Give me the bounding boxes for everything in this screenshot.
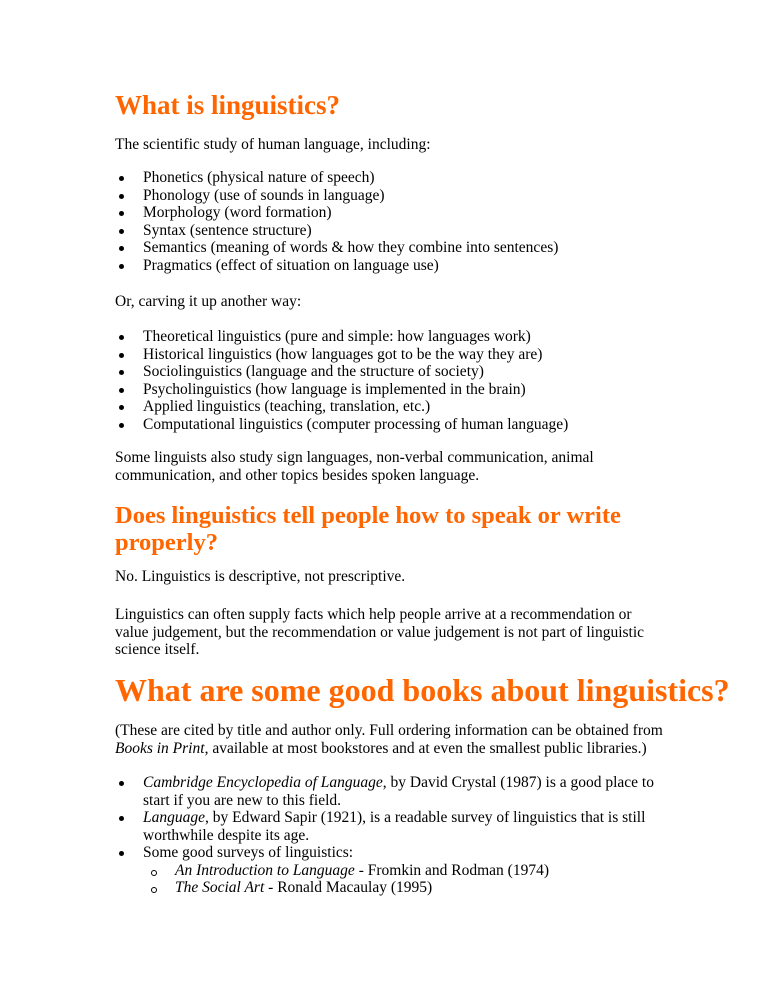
book-item [115, 774, 675, 809]
list-item: Syntax (sentence structure) [115, 222, 675, 240]
list-item: Theoretical linguistics (pure and simple: how languages work) [115, 328, 675, 346]
survey-item [115, 862, 675, 880]
book-details: , by Edward Sapir (1921), is a readable survey of linguistics that is still worthwhile despite its age. [143, 809, 646, 844]
book-title: Cambridge Encyclopedia of Language [143, 774, 383, 791]
list-item: Pragmatics (effect of situation on language use) [115, 257, 675, 275]
value-judgement-paragraph: Linguistics can often supply facts which help people arrive at a recommendation or value judgement, but the recommendation or value judgement is not part of linguistic science itself. [115, 606, 645, 658]
subfields-list [115, 169, 675, 274]
intro-paragraph: The scientific study of human language, including: [115, 136, 431, 153]
closing-paragraph: Some linguists also study sign languages, non-verbal communication, animal communication, and other topics besides spoken language. [115, 449, 594, 484]
survey-item [115, 879, 675, 897]
heading-what-is-linguistics: What is linguistics? [115, 90, 341, 120]
books-intro-paragraph [115, 722, 675, 757]
intro2-paragraph: Or, carving it up another way: [115, 293, 302, 310]
list-item: Computational linguistics (computer processing of human language) [115, 416, 675, 434]
book-item [115, 809, 675, 844]
list-item: Psycholinguistics (how language is implemented in the brain) [115, 381, 675, 399]
list-item: Phonology (use of sounds in language) [115, 187, 675, 205]
intro-text: , available at most bookstores and at even the smallest public libraries.) [204, 739, 647, 757]
list-item: Semantics (meaning of words & how they combine into sentences) [115, 239, 675, 257]
book-details: - Ronald Macaulay (1995) [264, 879, 433, 896]
list-item: Morphology (word formation) [115, 204, 675, 222]
book-item [115, 844, 675, 897]
surveys-list [143, 862, 675, 897]
books-list [115, 774, 675, 897]
list-item: Historical linguistics (how languages got to be the way they are) [115, 346, 675, 364]
heading-prescriptive: Does linguistics tell people how to speak or write properly? [115, 502, 621, 556]
intro-text: (These are cited by title and author only. Full ordering information can be obtained from [115, 722, 663, 739]
book-title: Language [143, 809, 205, 826]
descriptive-paragraph: No. Linguistics is descriptive, not prescriptive. [115, 568, 406, 585]
list-item: Phonetics (physical nature of speech) [115, 169, 675, 187]
book-details: - Fromkin and Rodman (1974) [354, 861, 549, 879]
list-item: Sociolinguistics (language and the structure of society) [115, 363, 675, 381]
surveys-label: Some good surveys of linguistics: [143, 844, 354, 861]
book-title: An Introduction to Language [175, 861, 355, 879]
list-item: Applied linguistics (teaching, translation, etc.) [115, 398, 675, 416]
book-title: The Social Art [175, 879, 265, 896]
books-in-print-title: Books in Print [115, 739, 205, 757]
book-details: , by David Crystal (1987) is a good place to start if you are new to this field. [143, 774, 654, 809]
heading-books: What are some good books about linguistics? [115, 672, 730, 708]
branches-list [115, 328, 675, 433]
